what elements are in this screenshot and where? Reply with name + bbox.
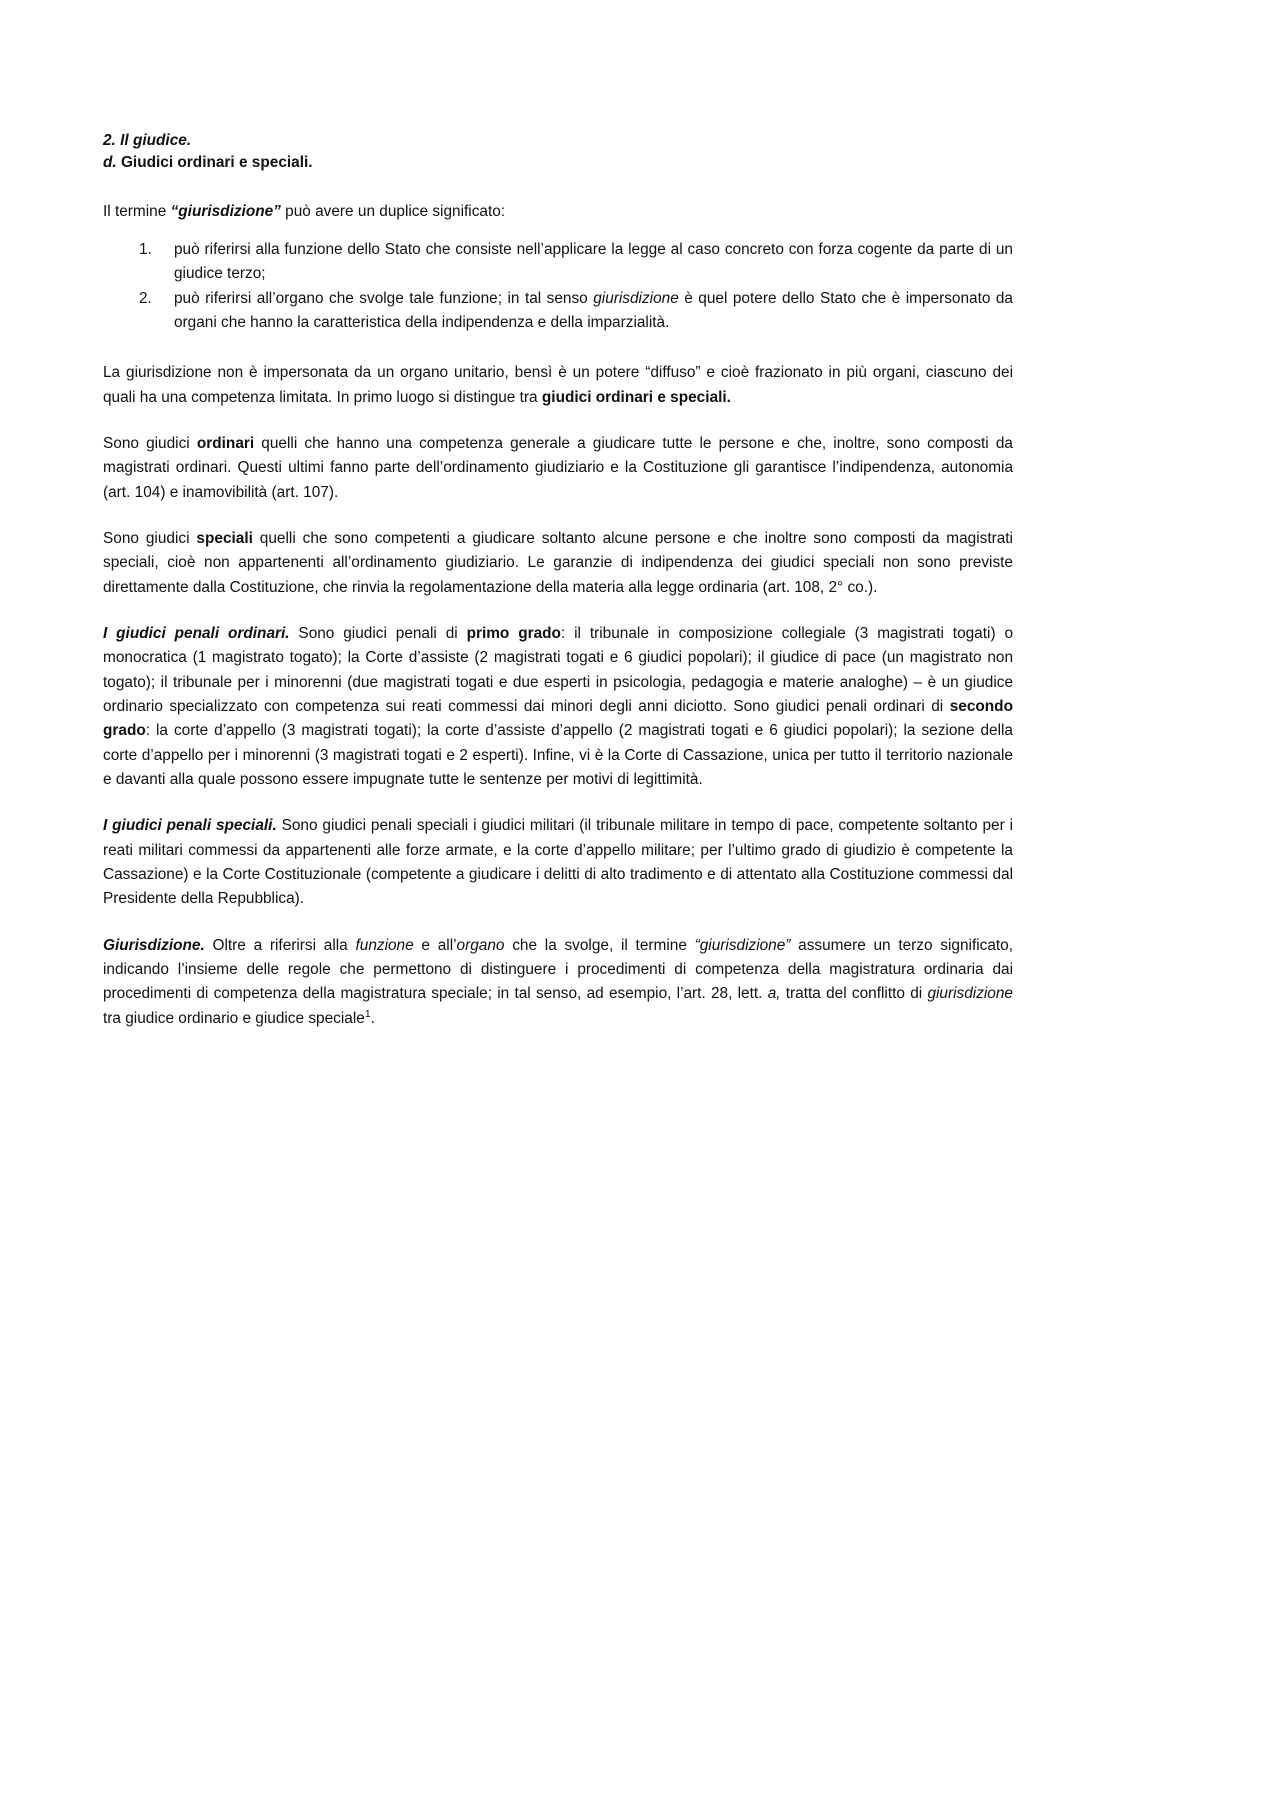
paragraph-penali-ordinari-runin: I giudici penali ordinari. bbox=[103, 625, 290, 643]
section-heading: 2. Il giudice. bbox=[103, 132, 192, 149]
paragraph-ordinari bbox=[103, 432, 1013, 505]
paragraph-diffuso-bold: giudici ordinari e speciali. bbox=[541, 388, 731, 406]
subsection-title: Giudici ordinari e speciali. bbox=[116, 153, 313, 171]
paragraph-ordinari-part1: Sono giudici bbox=[103, 435, 197, 453]
paragraph-giurisdizione-part5: tratta del conflitto di bbox=[780, 985, 928, 1003]
paragraph-giurisdizione-em-organo: organo bbox=[456, 936, 505, 954]
paragraph-penali-speciali-text: Sono giudici penali speciali i giudici militari (il tribunale militare in tempo di pace, competente soltanto per i reati militari commessi da appartenenti alle forze armate, e la corte d’appello militare; per l’ultimo grado di giudizio è competente la Cassazione) e la Corte Costituzionale (competente a giudicare i delitti di alto tradimento e di attentato alla Costituzione commessi dal Presidente della Repubblica). bbox=[103, 817, 1013, 908]
list-item-text-part2: è quel potere dello Stato che è impersonato da organi che hanno la caratteristica della indipendenza e della imparzialità. bbox=[174, 289, 1013, 332]
intro-text-after: può avere un duplice significato: bbox=[280, 202, 506, 220]
paragraph-giurisdizione-runin: Giurisdizione. bbox=[103, 936, 205, 954]
subsection-heading bbox=[103, 152, 1013, 174]
paragraph-penali-ordinari-part1: Sono giudici penali di bbox=[289, 625, 467, 643]
paragraph-giurisdizione-part7: . bbox=[370, 1009, 375, 1027]
paragraph-giurisdizione-quoted-term: “giurisdizione” bbox=[694, 936, 791, 954]
paragraph-penali-speciali-runin: I giudici penali speciali. bbox=[103, 817, 277, 835]
paragraph-giurisdizione bbox=[103, 934, 1013, 1031]
paragraph-penali-ordinari-part3: : la corte d’appello (3 magistrati togati); la corte d’assiste d’appello (2 magistrati togati e 6 giudici popolari); la sezione della corte d’appello per i minorenni (3 magistrati togati e 2 esperti). Infine, vi è la Corte di Cassazione, unica per tutto il territorio nazionale e davanti alla quale possono essere impugnate tutte le sentenze per motivi di legittimità. bbox=[103, 722, 1013, 788]
paragraph-speciali-bold: speciali bbox=[196, 530, 253, 548]
paragraph-speciali-part1: Sono giudici bbox=[103, 530, 197, 548]
list-item bbox=[103, 238, 1013, 287]
paragraph-giurisdizione-em-giurisdizione: giurisdizione bbox=[927, 985, 1013, 1003]
list-item-text-part1: può riferirsi all’organo che svolge tale funzione; in tal senso bbox=[174, 289, 594, 307]
paragraph-giurisdizione-part1: Oltre a riferirsi alla bbox=[204, 936, 356, 954]
paragraph-diffuso-text: La giurisdizione non è impersonata da un organo unitario, bensì è un potere “diffuso” e cioè frazionato in più organi, ciascuno dei quali ha una competenza limitata. In primo luogo si distingue tra bbox=[103, 364, 1013, 406]
paragraph-penali-speciali bbox=[103, 814, 1013, 911]
list-item-text: può riferirsi alla funzione dello Stato che consiste nell’applicare la legge al caso concreto con forza cogente da parte di un giudice terzo; bbox=[174, 241, 1013, 283]
paragraph-giurisdizione-part3: che la svolge, il termine bbox=[504, 936, 695, 954]
subsection-marker: d. bbox=[103, 153, 117, 171]
paragraph-penali-ordinari bbox=[103, 622, 1013, 792]
paragraph-diffuso bbox=[103, 361, 1013, 410]
paragraph-ordinari-part2: quelli che hanno una competenza generale a giudicare tutte le persone e che, inoltre, sono composti da magistrati ordinari. Questi ultimi fanno parte dell’ordinamento giudiziario e la Costituzione gli garantisce l’indipendenza, autonomia (art. 104) e inamovibilità (art. 107). bbox=[103, 435, 1013, 501]
intro-term: “giurisdizione” bbox=[170, 202, 281, 220]
list-item-marker: 1. bbox=[139, 241, 152, 259]
paragraph-giurisdizione-part6: tra giudice ordinario e giudice speciale bbox=[103, 1009, 365, 1027]
intro-paragraph bbox=[103, 200, 1013, 224]
document-body bbox=[103, 130, 1013, 1031]
paragraph-speciali bbox=[103, 527, 1013, 600]
paragraph-penali-ordinari-bold-secondo: secondo grado bbox=[103, 698, 1013, 740]
paragraph-giurisdizione-em-funzione: funzione bbox=[355, 936, 414, 954]
paragraph-speciali-part2: quelli che sono competenti a giudicare soltanto alcune persone e che inoltre sono composti da magistrati speciali, cioè non appartenenti all’ordinamento giudiziario. Le garanzie di indipendenza dei giudici speciali non sono previste direttamente dalla Costituzione, che rinvia la regolamentazione della materia alla legge ordinaria (art. 108, 2° co.). bbox=[103, 530, 1013, 596]
footnote-marker: 1 bbox=[364, 1008, 371, 1020]
meaning-list bbox=[103, 238, 1013, 335]
paragraph-ordinari-bold: ordinari bbox=[196, 435, 255, 453]
paragraph-penali-ordinari-bold-primo: primo grado bbox=[466, 625, 561, 643]
paragraph-penali-ordinari-part2: : il tribunale in composizione collegiale (3 magistrati togati) o monocratica (1 magistrato togato); la Corte d’assiste (2 magistrati togati e 6 giudici popolari); il giudice di pace (un magistrato non togato); il tribunale per i minorenni (due magistrati togati e due esperti in psicologia, pedagogia e materie analoghe) – è un giudice ordinario specializzato con competenza sui reati commessi dai minori degli anni diciotto. Sono giudici penali ordinari di bbox=[103, 625, 1014, 715]
paragraph-giurisdizione-part2: e all’ bbox=[413, 936, 457, 954]
paragraph-giurisdizione-part4: assumere un terzo significato, indicando l’insieme delle regole che permettono di distinguere i procedimenti di competenza della magistratura ordinaria dai procedimenti di competenza della magistratura speciale; in tal senso, ad esempio, l’art. 28, lett. bbox=[103, 936, 1014, 1003]
list-item-emphasis: giurisdizione bbox=[593, 289, 679, 307]
intro-text-before: Il termine bbox=[103, 202, 171, 220]
paragraph-giurisdizione-em-lettera: a, bbox=[767, 985, 781, 1003]
list-item-marker: 2. bbox=[139, 289, 152, 307]
list-item bbox=[103, 287, 1013, 336]
